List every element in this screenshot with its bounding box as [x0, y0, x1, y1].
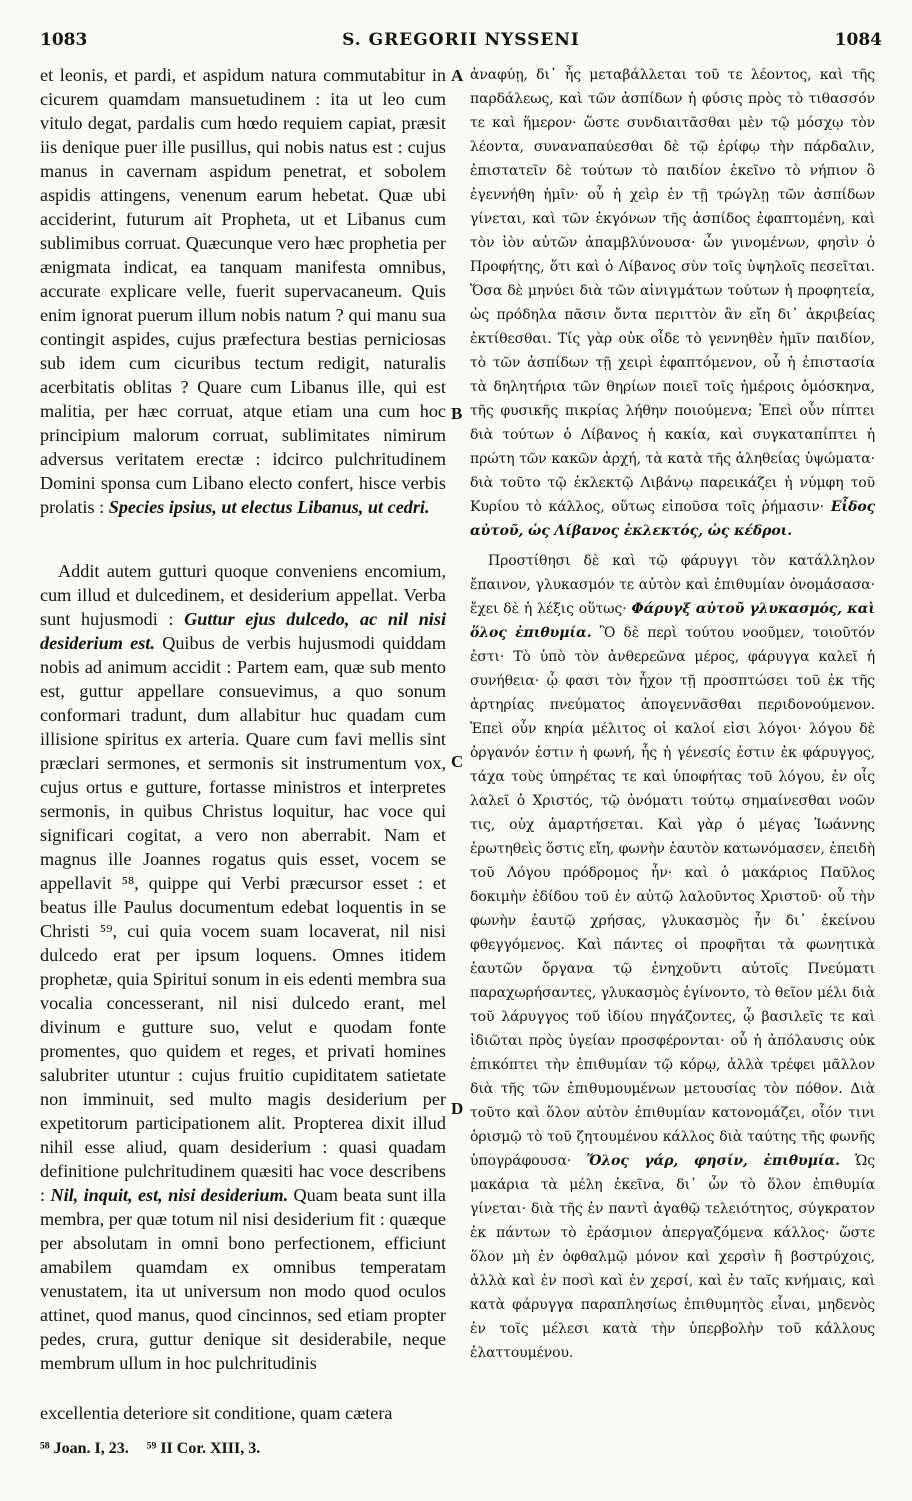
- latin-text: Quam beata sunt illa membra, per quæ totum nil nisi desiderium fit : quæque per absolutam in omni bono perfectionem, efficiunt amabilem quamdam ex omnibus temperatam venustatem, ita ut universum non modo quod oculos attinet, quod manus, quod cincinnos, sed etiam propter pedes, crura, guttur denique sit desiderabile, neque membrum ullum in hoc pulchritudinis: [40, 1185, 447, 1373]
- greek-quote: Ὅλος γάρ, φησίν, ἐπιθυμία.: [586, 1153, 840, 1169]
- latin-quote: Species ipsius, ut electus Libanus, ut cedri.: [108, 497, 430, 517]
- footnote-58: ⁵⁸ Joan. I, 23.: [40, 1440, 129, 1457]
- page-number-left: 1083: [40, 30, 88, 50]
- latin-text: et leonis, et pardi, et aspidum natura commutabitur in cicurem quamdam mansuetudinem : ita ut leo cum vitulo degat, pardalis cum hœdo requiem capiat, præsit iis denique puer ille pusillus, qui nobis natus est : cujus manus in cavernam aspidum penetrat, et sobolem aspidis attingens, venenum earum hebetat. Quæ ubi acciderint, futurum ait Propheta, ut et Libanus cum sublimibus corruat. Quæcunque vero hæc prophetia per ænigmata indicat, ea tanquam manifesta omnibus, accurate explicare velle, fuerit supervacaneum. Quis enim ignorat puerum illum nobis natum ? qui manu sua contingit aspides, cujus præfectura bestias perniciosas sub idem cum cicuribus tectum redigit, naturalis acerbitatis oblitas ? Quare cum Libanus ille, qui est malitia, per hæc corruat, atque etiam una cum hoc principium malorum corruat, sublimitates nimirum adversus veritatem erectæ : idcirco pulchritudinem Domini sponsa cum Libano electo confert, hisce verbis prolatis :: [40, 65, 446, 517]
- greek-text: Προστίθησι δὲ καὶ τῷ φάρυγγι τὸν κατάλληλον ἔπαινον, γλυκασμόν τε αὐτὸν καὶ ἐπιθυμίαν ὀνομάσασα· ἔχει δὲ ἡ λέξις οὕτως·: [470, 553, 875, 617]
- latin-paragraph-2: [40, 559, 446, 1375]
- footnotes: [40, 1440, 274, 1458]
- greek-text: Ὡς μακάρια τὰ μέλη ἐκεῖνα, δι᾽ ὧν τὸ ὅλον ἐπιθυμία γίνεται· διὰ τῆς ἐν παντὶ ἀγαθῷ τελειότητος, σύγκρατον ἐκ πάντων τὸ ἐράσμιον ἀπεργαζόμενα κάλλος· ὥστε ὅλον μὴ ἐν ὀφθαλμῷ μόνον καὶ χερσὶν ἢ βοστρύχοις, ἀλλὰ καὶ ἐν ποσὶ καὶ ἐν χερσί, καὶ ἐν ταῖς κνήμαις, καὶ κατὰ φάρυγγα παραπλησίως ἐπιθυμητὸς εἶναι, μηδενὸς ἐν τοῖς μέλεσι κατὰ τὴν ὑπερβολὴν τοῦ κάλλους ἐλαττουμένου.: [470, 1153, 875, 1361]
- greek-paragraph-1: [470, 63, 875, 543]
- footnote-59: ⁵⁹ II Cor. XIII, 3.: [146, 1440, 261, 1457]
- margin-letter-a: A: [451, 66, 464, 85]
- latin-quote: Nil, inquit, est, nisi desiderium.: [50, 1185, 289, 1205]
- latin-continuation-line: excellentia deteriore sit conditione, quam cætera: [40, 1403, 393, 1423]
- margin-letter-b: B: [451, 404, 463, 423]
- greek-text: ἀναφύῃ, δι᾽ ἧς μεταβάλλεται τοῦ τε λέοντος, καὶ τῆς παρδάλεως, καὶ τῶν ἀσπίδων ἡ φύσις πρὸς τὸ τιθασσόν τε καὶ ἥμερον· ὥστε συνδιαιτᾶσθαι μὲν τῷ μόσχῳ τὸν λέοντα, συναναπαύεσθαι δὲ τῷ ἐρίφῳ τὴν πάρδαλιν, ἐπιστατεῖν δὲ τούτων τὸ παιδίον ἐκεῖνο τὸ νήπιον ὃ ἐγεννήθη ἡμῖν· οὗ ἡ χεὶρ ἐν τῇ τρώγλῃ τῶν ἀσπίδων γίνεται, καὶ τῶν ἐκγόνων τῆς ἀσπίδος ἐφαπτομένη, καὶ τὸν ἰὸν αὐτῶν ἀπαμβλύνουσα· ὧν γινομένων, φησὶν ὁ Προφήτης, ὅτι καὶ ὁ Λίβανος σὺν τοῖς ὑψηλοῖς πεσεῖται. Ὅσα δὲ μηνύει διὰ τῶν αἰνιγμάτων τούτων ἡ προφητεία, ὡς πρόδηλα πᾶσιν ὄντα περιττὸν ἂν εἴη δι᾽ ἀκριβείας ἐκτίθεσθαι. Τίς γὰρ οὐκ οἶδε τὸ γεννηθὲν ἡμῖν παιδίον, τὸ τῶν ἀσπίδων τῇ χειρὶ ἐφαπτόμενον, οὗ ἡ ἐπιστασία τὰ δηλητήρια τῶν θηρίων ποιεῖ τοῖς ἡμέροις ὁμόσκηνα, τῆς φυσικῆς πικρίας λήθην ποιούμενα; Ἐπεὶ οὖν πίπτει διὰ τούτων ὁ Λίβανος ἡ κακία, καὶ συγκαταπίπτει ἡ πρώτη τῶν κακῶν ἀρχή, τὰ κατὰ τῆς ἀληθείας ὑψώματα· διὰ τοῦτο τῷ ἐκλεκτῷ Λιβάνῳ παρεικάζει ἡ νύμφη τοῦ Κυρίου τὸ κάλλος, οὕτως εἰποῦσα τοῖς ῥήμασιν·: [470, 67, 875, 515]
- latin-text: Quibus de verbis hujusmodi quiddam nobis ad animum accidit : Partem eam, quæ sub mento est, guttur appellare consuevimus, a quo sonum conformari tradunt, dum allabitur huc quadam cum illisione spiritus ex arteria. Quare cum favi mellis sint præclari sermones, et sermonis sit instrumentum vox, cujus ortus e gutture, fortasse ministros et interpretes sermonis, in quibus Christus loquitur, hac voce qui significari cogitat, a vero non aberrabit. Nam et magnus ille Joannes rogatus quis esset, vocem se appellavit ⁵⁸, quippe qui Verbi præcursor esset : et beatus ille Paulus documentum edebat loquentis in se Christi ⁵⁹, cui quia vocem suam locaverat, nil nisi dulcedo erat per ipsum loquens. Omnes itidem prophetæ, quia Spiritui sonum in eis edenti membra sua vocalia concesserant, nil nisi dulcedo erant, mel divinum e gutture suo, velut e quodam fonte promentes, quo quidem et reges, et privati homines salubriter utuntur : cujus fruitio cupiditatem satietate non imminuit, sed multo magis desiderium per expetitorum participationem alit. Propterea dixit illud nihil esse aliud, quam desiderium : quasi quadam definitione pulchritudinem quæsiti hac voce describens :: [40, 633, 446, 1205]
- latin-quote: Guttur ejus dulcedo, ac nil nisi desiderium est.: [40, 609, 446, 653]
- greek-text: Ὃ δὲ περὶ τούτου νοοῦμεν, τοιοῦτόν ἐστι· Τὸ ὑπὸ τὸν ἀνθερεῶνα μέρος, φάρυγγα καλεῖ ἡ συνήθεια· ᾧ φασι τὸν ἦχον τῇ προσπτώσει τοῦ ἐκ τῆς ἀρτηρίας πνεύματος ἀπογεννᾶσθαι περιδονούμενον. Ἐπεὶ οὖν κηρία μέλιτος οἱ καλοί εἰσι λόγοι· λόγου δὲ ὀργανόν ἐστιν ἡ φωνή, ἧς ἡ γένεσίς ἐστιν ἐκ φάρυγγος, τάχα τοὺς ὑπηρέτας τε καὶ ὑποφήτας τοῦ λόγου, ἐν οἷς λαλεῖ ὁ Χριστός, τῷ ὀνόματι τούτῳ σημαίνεσθαι νοῶν τις, οὐχ ἁμαρτήσεται. Καὶ γὰρ ὁ μέγας Ἰωάννης ἐρωτηθεὶς ὅστις εἴη, φωνὴν ἑαυτὸν κατωνόμασεν, ἐπειδὴ τοῦ Λόγου πρόδρομος ἦν· καὶ ὁ μακάριος Παῦλος δοκιμὴν ἐδίδου τοῦ ἐν αὐτῷ λαλοῦντος Χριστοῦ· οὗ τὴν φωνὴν ἑαυτῷ χρήσας, γλυκασμὸς ἦν δι᾽ ἐκείνου φθεγγόμενος. Καὶ πάντες οἱ προφῆται τὰ φωνητικὰ ἑαυτῶν ὄργανα τῷ ἐνηχοῦντι αὐτοῖς Πνεύματι παραχωρήσαντες, γλυκασμὸς ἐγίνοντο, τὸ θεῖον μέλι διὰ τοῦ λάρυγγος τοῦ ἰδίου πηγάζοντες, ᾧ βασιλεῖς τε καὶ ἰδιῶται πρὸς ὑγείαν προσφέρονται· οὗ ἡ ἀπόλαυσις οὐκ ἐπικόπτει τὴν ἐπιθυμίαν τῷ κόρῳ, ἀλλὰ τρέφει μᾶλλον διὰ τῆς τῶν ἐπιθυμουμένων μετουσίας τὸν πόθον. Διὰ τοῦτο καὶ ὅλον αὐτὸν ἐπιθυμίαν κατονομάζει, οἷόν τινι ὁρισμῷ τὸ τοῦ ζητουμένου κάλλος διὰ ταύτης τῆς φωνῆς ὑπογράφουσα·: [470, 625, 875, 1169]
- greek-quote: Εἶδος αὐτοῦ, ὡς Λίβανος ἐκλεκτός, ὡς κέδροι.: [470, 499, 875, 539]
- latin-column: [40, 63, 446, 1375]
- page-header: [40, 30, 882, 54]
- latin-text: Addit autem gutturi quoque conveniens encomium, cum illud et dulcedinem, et desiderium appellat. Verba sunt hujusmodi :: [40, 561, 446, 629]
- latin-paragraph-1: [40, 63, 446, 519]
- margin-letter-c: C: [451, 752, 464, 771]
- greek-paragraph-2: [470, 549, 875, 1365]
- margin-letter-d: D: [451, 1099, 464, 1118]
- greek-quote: Φάρυγξ αὐτοῦ γλυκασμός, καὶ ὅλος ἐπιθυμία.: [470, 601, 876, 641]
- page-number-right: 1084: [834, 30, 882, 50]
- running-title: S. GREGORII NYSSENI: [342, 30, 580, 50]
- greek-column: [470, 63, 875, 1365]
